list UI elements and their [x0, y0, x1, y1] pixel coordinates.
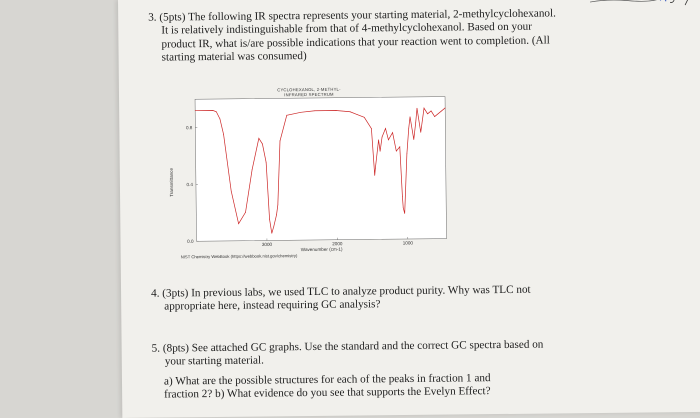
y-axis-label: Transmittance: [168, 167, 175, 197]
question-4-line-2: appropriate here, instead requiring GC analysis?: [164, 298, 381, 313]
x-axis-label: Wavenumber (cm-1): [300, 246, 343, 253]
y-tick-label: 0.4: [186, 182, 193, 188]
question-number: 5.: [151, 342, 161, 355]
question-5-parts: [164, 372, 524, 403]
question-5: [152, 338, 552, 369]
question-3-line-3: product IR, what is/are possible indications that your reaction went to completion. (All: [161, 34, 550, 51]
question-4-line-1: (3pts) In previous labs, we used TLC to analyze product purity. Why was TLC not: [162, 283, 531, 300]
ir-spectrum-chart: [159, 84, 461, 259]
question-3-line-1: (5pts) The following IR spectra represents your starting material, 2-methylcyclohexanol.: [159, 7, 556, 24]
question-3-line-2: It is relatively indistinguishable from that of 4-methylcyclohexanol. Based on your: [161, 21, 533, 37]
question-5-part-a-line-2: fraction 2? b) What evidence do you see that supports the Evelyn Effect?: [164, 385, 491, 401]
question-3: [148, 7, 569, 65]
question-number: 3.: [148, 11, 157, 24]
x-tick-label: 1000: [402, 240, 414, 246]
question-3-line-4: starting material was consumed): [161, 50, 307, 64]
x-tick-label: 2000: [332, 241, 343, 247]
chart-title-line-1: CYCLOHEXANOL, 2-METHYL-: [277, 86, 341, 93]
question-4: [151, 284, 541, 315]
source-credit: NIST Chemistry WebBook (https://webbook.nist.gov/chemistry): [180, 253, 298, 260]
x-tick-label: 3000: [261, 241, 273, 248]
y-tick-label: 0.0: [187, 238, 194, 244]
worksheet-page: [118, 0, 700, 418]
chart-title-line-2: INFRARED SPECTRUM: [284, 91, 334, 98]
question-5-line-2: your starting material.: [164, 354, 264, 368]
y-tick-label: 0.8: [185, 125, 193, 131]
handwritten-mark: [588, 0, 698, 9]
question-5-line-1: (8pts) See attached GC graphs. Use the standard and the correct GC spectra based on: [162, 338, 544, 355]
plot-frame: [195, 97, 446, 242]
question-number: 4.: [151, 287, 160, 300]
question-5-part-a-line-1: a) What are the possible structures for each of the peaks in fraction 1 and: [163, 372, 491, 388]
